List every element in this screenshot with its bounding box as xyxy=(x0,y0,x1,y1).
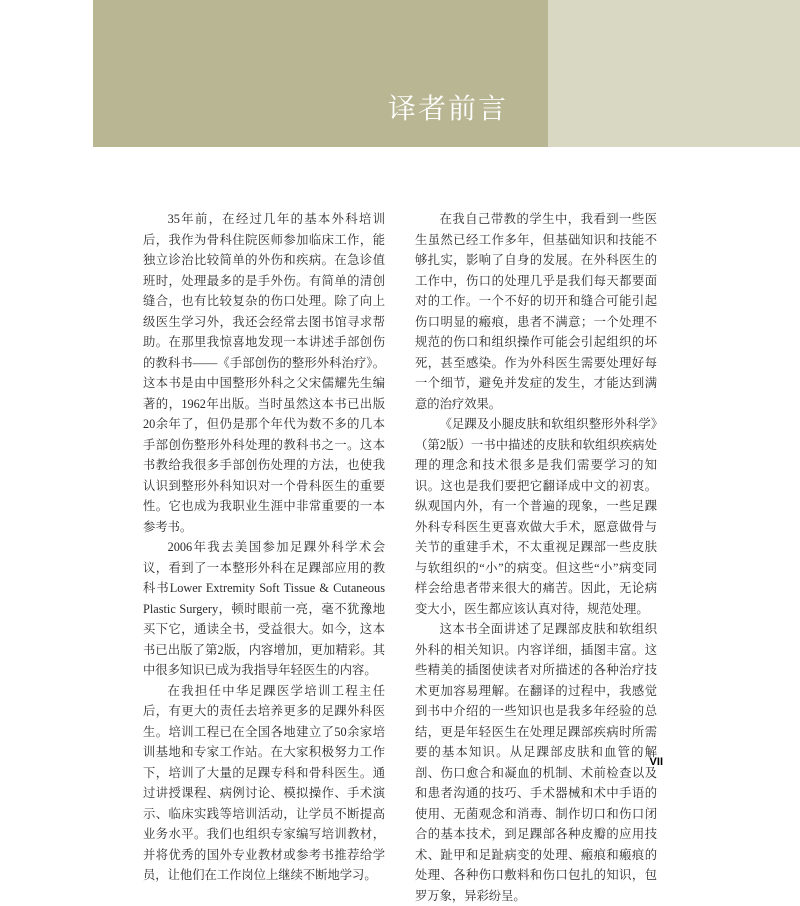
paragraph: 2006年我去美国参加足踝外科学术会议，看到了一本整形外科在足踝部应用的教科书Lower Extremity Soft Tissue & Cutaneous Plastic Surgery，顿时眼前一亮，毫不犹豫地买下它，通读全书，受益很大。如今，这本书已出版了第2版，内容增加，更加精彩。其中很多知识已成为我指导年轻医生的内容。 xyxy=(143,540,385,677)
left-text-column xyxy=(143,209,385,886)
header-title-band xyxy=(93,0,548,147)
paragraph: 35年前，在经过几年的基本外科培训后，我作为骨科住院医师参加临床工作，能独立诊治比较简单的外伤和疾病。在急诊值班时，处理最多的是手外伤。有简单的清创缝合，也有比较复杂的伤口处理。除了向上级医生学习外，我还会经常去图书馆寻求帮助。在那里我惊喜地发现一本讲述手部创伤的教科书——《手部创伤的整形外科治疗》。这本书是由中国整形外科之父宋儒耀先生编著的，1962年出版。当时虽然这本书已出版20余年了，但仍是那个年代为数不多的几本手部创伤整形外科处理的教科书之一。这本书教给我很多手部创伤处理的方法，也使我认识到整形外科知识对一个骨科医生的重要性。它也成为我职业生涯中非常重要的一本参考书。 xyxy=(143,212,385,534)
paragraph: 这本书全面讲述了足踝部皮肤和软组织外科的相关知识。内容详细，插图丰富。这些精美的插图使读者对所描述的各种治疗技术更加容易理解。在翻译的过程中，我感觉到书中介绍的一些知识也是我多年经验的总结，更是年轻医生在处理足踝部疾病时所需要的基本知识。从足踝部皮肤和血管的解剖、伤口愈合和凝血的机制、术前检查以及和患者沟通的技巧、手术器械和术中手语的使用、无菌观念和消毒、制作切口和伤口闭合的基本技术，到足踝部各种皮瓣的应用技术、趾甲和足趾病变的处理、瘢痕和瘢痕的处理、各种伤口敷料和伤口包扎的知识，包罗万象，异彩纷呈。 xyxy=(415,622,657,903)
paragraph: 在我担任中华足踝医学培训工程主任后，有更大的责任去培养更多的足踝外科医生。培训工程已在全国各地建立了50余家培训基地和专家工作站。在大家积极努力工作下，培训了大量的足踝专科和骨科医生。通过讲授课程、病例讨论、模拟操作、手术演示、临床实践等培训活动，让学员不断提高业务水平。我们也组织专家编写培训教材，并将优秀的国外专业教材或参考书推荐给学员，让他们在工作岗位上继续不断地学习。 xyxy=(143,683,385,882)
paragraph: 在我自己带教的学生中，我看到一些医生虽然已经工作多年，但基础知识和技能不够扎实，影响了自身的发展。在外科医生的工作中，伤口的处理几乎是我们每天都要面对的工作。一个不好的切开和缝合可能引起伤口明显的瘢痕，患者不满意；一个处理不规范的伤口和组织操作可能会引起组织的坏死，甚至感染。作为外科医生需要处理好每一个细节，避免并发症的发生，才能达到满意的治疗效果。 xyxy=(415,212,657,411)
page-title: 译者前言 xyxy=(387,92,508,125)
header-band-right xyxy=(548,0,800,147)
paragraph: 《足踝及小腿皮肤和软组织整形外科学》（第2版）一书中描述的皮肤和软组织疾病处理的理念和技术很多是我们需要学习的知识。这也是我们要把它翻译成中文的初衷。纵观国内外，有一个普遍的现象，一些足踝外科专科医生更喜欢做大手术，愿意做骨与关节的重建手术，不太重视足踝部一些皮肤与软组织的“小”的病变。但这些“小”病变同样会给患者带来很大的痛苦。因此，无论病变大小，医生都应该认真对待，规范处理。 xyxy=(415,417,657,616)
page-number: VII xyxy=(649,756,663,768)
right-text-column xyxy=(415,209,657,906)
header-band-left xyxy=(0,0,93,147)
